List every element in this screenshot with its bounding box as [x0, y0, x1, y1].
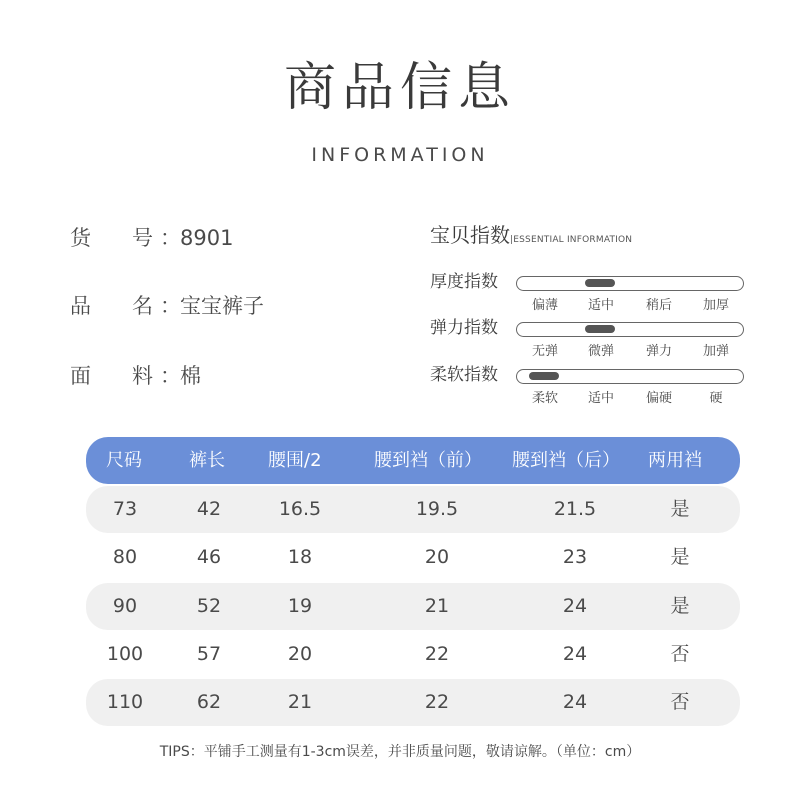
table-cell: 73: [112, 498, 138, 520]
index-title-sub: |ESSENTIAL INFORMATION: [510, 235, 633, 245]
table-cell: 22: [424, 691, 450, 713]
table-cell: 16.5: [278, 498, 322, 520]
table-cell: 57: [196, 643, 222, 665]
table-cell: 是: [670, 498, 690, 520]
header-cell: 腰围/2: [268, 450, 322, 471]
metric-tick-label: 无弹: [531, 344, 558, 359]
metric-tick-label: 硬: [709, 391, 723, 406]
info-label: 品: [70, 294, 91, 318]
metric-tick-label: 加厚: [702, 298, 729, 313]
table-cell: 21: [424, 595, 450, 617]
index-title: [430, 225, 632, 245]
info-row-item-number: [70, 228, 233, 249]
metric-label: 弹力指数: [430, 318, 498, 338]
size-table-header: [86, 437, 740, 484]
metric-track: [516, 322, 744, 337]
table-cell: 19.5: [415, 498, 459, 520]
info-value-fabric: 棉: [180, 364, 201, 388]
info-colon: ：: [160, 226, 181, 250]
table-cell: 100: [106, 643, 144, 665]
table-cell: 19: [287, 595, 313, 617]
metric-label: 柔软指数: [430, 365, 498, 385]
table-cell: 是: [670, 546, 690, 568]
info-label: 名: [132, 294, 153, 318]
metric-tick-label: 微弹: [587, 344, 614, 359]
metric-tick-label: 柔软: [531, 391, 558, 406]
table-cell: 是: [670, 595, 690, 617]
table-cell: 20: [424, 546, 450, 568]
table-cell: 80: [112, 546, 138, 568]
table-cell: 42: [196, 498, 222, 520]
table-cell: 110: [106, 691, 144, 713]
table-cell: 22: [424, 643, 450, 665]
info-label: 料: [132, 364, 153, 388]
page-subtitle: INFORMATION: [311, 144, 489, 166]
header-cell: 裤长: [189, 450, 225, 471]
table-cell: 否: [670, 691, 690, 713]
table-cell: 46: [196, 546, 222, 568]
metric-knob: [585, 279, 615, 287]
header-cell: 腰到裆（后）: [512, 450, 620, 471]
metric-knob: [529, 372, 559, 380]
info-value-item-number: 8901: [180, 226, 234, 250]
header-cell: 两用裆: [648, 450, 702, 471]
table-cell: 24: [562, 691, 588, 713]
table-cell: 62: [196, 691, 222, 713]
metric-tick-label: 弹力: [645, 344, 672, 359]
info-row-fabric: [70, 366, 201, 387]
table-cell: 否: [670, 643, 690, 665]
table-cell: 20: [287, 643, 313, 665]
metric-tick-label: 偏硬: [645, 391, 672, 406]
table-cell: 21: [287, 691, 313, 713]
index-title-text: 宝贝指数: [430, 223, 510, 247]
table-cell: 90: [112, 595, 138, 617]
table-cell: 21.5: [553, 498, 597, 520]
info-value-product-name: 宝宝裤子: [180, 294, 264, 318]
info-colon: ：: [160, 364, 181, 388]
info-colon: ：: [160, 294, 181, 318]
info-label: 货: [70, 226, 91, 250]
page-title: 商品信息: [283, 58, 516, 118]
table-cell: 23: [562, 546, 588, 568]
metric-label: 厚度指数: [430, 272, 498, 292]
metric-tick-label: 适中: [587, 391, 614, 406]
metric-track: [516, 369, 744, 384]
header-cell: 腰到裆（前）: [374, 450, 482, 471]
info-label: 号: [132, 226, 153, 250]
metric-tick-label: 偏薄: [531, 298, 558, 313]
metric-knob: [585, 325, 615, 333]
info-row-product-name: [70, 296, 264, 317]
info-label: 面: [70, 364, 91, 388]
metric-tick-label: 稍后: [645, 298, 672, 313]
metric-track: [516, 276, 744, 291]
table-cell: 24: [562, 595, 588, 617]
header-cell: 尺码: [106, 450, 142, 471]
table-cell: 18: [287, 546, 313, 568]
table-cell: 52: [196, 595, 222, 617]
metric-tick-label: 加弹: [702, 344, 729, 359]
tips-note: TIPS：平铺手工测量有1-3cm误差，并非质量问题，敬请谅解。（单位：cm）: [159, 744, 641, 760]
metric-tick-label: 适中: [587, 298, 614, 313]
table-cell: 24: [562, 643, 588, 665]
